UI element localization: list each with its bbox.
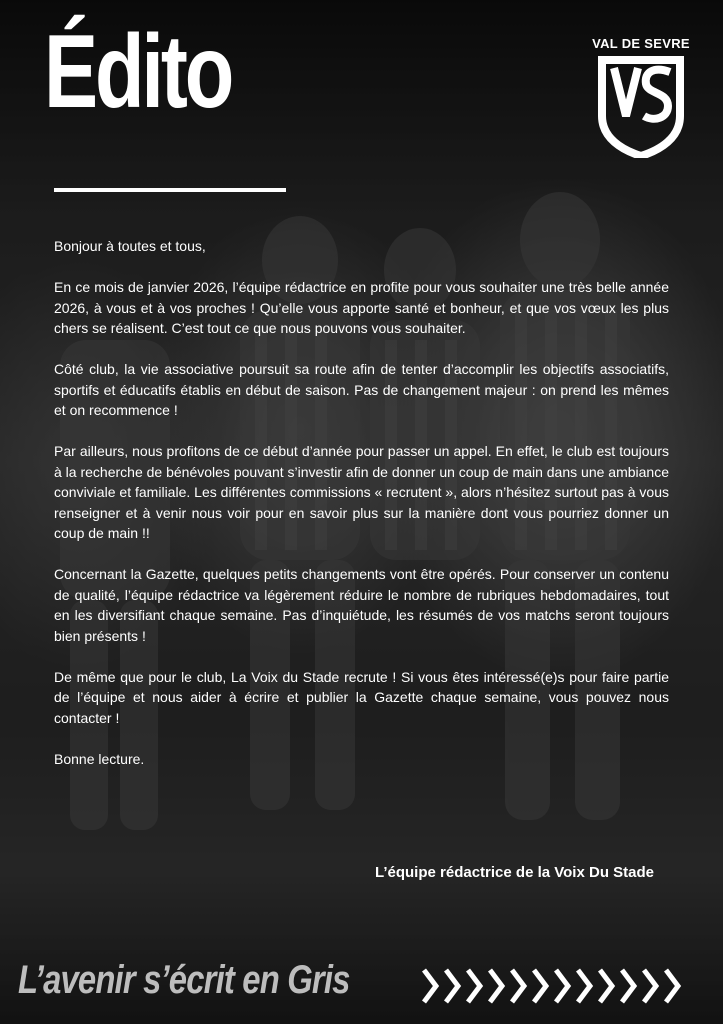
logo-club-name: VAL DE SEVRE bbox=[592, 36, 690, 51]
club-logo bbox=[588, 36, 694, 160]
closing-paragraph: Bonne lecture. bbox=[54, 750, 145, 767]
editorial-signature: L’équipe rédactrice de la Voix Du Stade bbox=[375, 864, 654, 881]
recruitment-paragraph: De même que pour le club, La Voix du Stade recrute ! Si vous êtes intéressé(e)s pour faire partie de l’équipe et nous aider à écrire et publier la Gazette chaque semaine, vous pouvez nous contacter ! bbox=[54, 668, 669, 726]
page-title: Édito bbox=[44, 14, 232, 130]
vs-shield-icon bbox=[596, 54, 686, 158]
greeting-paragraph: Bonjour à toutes et tous, bbox=[54, 238, 206, 254]
new-year-paragraph: En ce mois de janvier 2026, l’équipe rédactrice en profite pour vous souhaiter une très belle année 2026, à vous et à vos proches ! Qu’elle vous apporte santé et bonheur, et que vos vœux les plus chers se réalisent. C’est tout ce que nous pouvons vous souhaiter. bbox=[54, 279, 669, 336]
title-divider bbox=[54, 188, 286, 192]
gazette-changes-paragraph: Concernant la Gazette, quelques petits changements vont être opérés. Pour conserver un contenu de qualité, l’équipe rédactrice va légèrement réduire le nombre de rubriques hebdomadaires, tout en les diversifiant chaque semaine. Pas d’inquiétude, les résumés de vos matchs seront toujours bien présents ! bbox=[54, 566, 669, 644]
chevron-arrows-icon bbox=[420, 966, 700, 1006]
footer-slogan: L’avenir s’écrit en Gris bbox=[18, 958, 350, 1002]
volunteer-call-paragraph: Par ailleurs, nous profitons de ce début d’année pour passer un appel. En effet, le club est toujours à la recherche de bénévoles pouvant s’investir afin de donner un coup de main dans une ambiance conviviale et familiale. Les différentes commissions « recrutent », alors n’hésitez surtout pas à vous renseigner et à venir nous voir pour en savoir plus sur la manière dont vous pourriez donner un coup de main !! bbox=[54, 443, 669, 541]
club-life-paragraph: Côté club, la vie associative poursuit sa route afin de tenter d’accomplir les objectifs associatifs, sportifs et éducatifs établis en début de saison. Pas de changement majeur : on prend les mêmes et on recommence ! bbox=[54, 361, 669, 418]
edito-body bbox=[54, 236, 669, 790]
